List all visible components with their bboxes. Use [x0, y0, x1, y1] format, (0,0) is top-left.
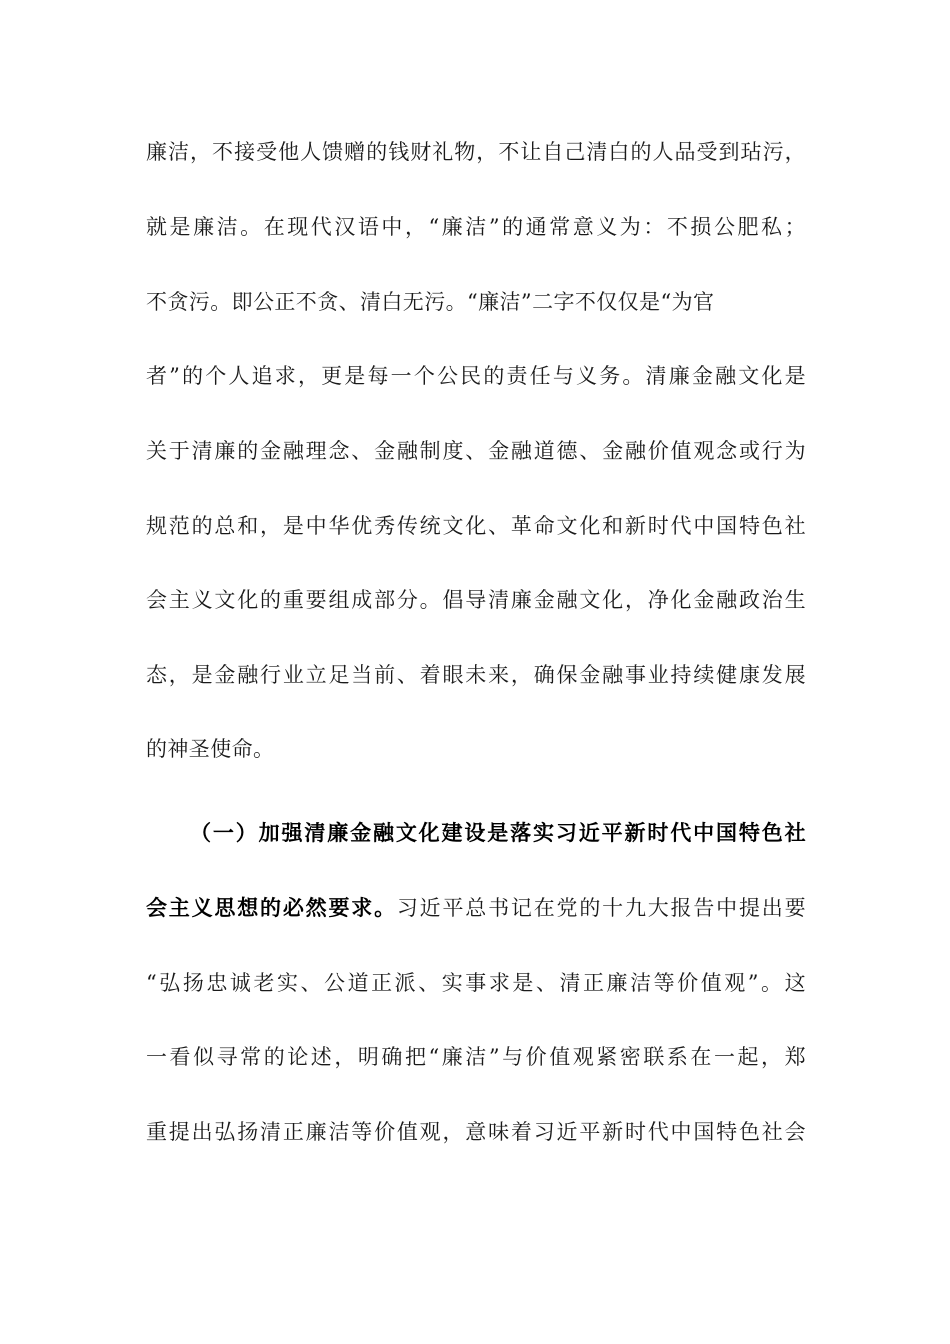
- paragraph-line: 就是廉洁。在现代汉语中，“廉洁”的通常意义为：不损公肥私；: [146, 215, 806, 239]
- paragraph-line: “弘扬忠诚老实、公道正派、实事求是、清正廉洁等价值观”。这: [146, 971, 806, 995]
- paragraph-line: 者”的个人追求，更是每一个公民的责任与义务。清廉金融文化是: [146, 364, 806, 388]
- paragraph-text: 习近平总书记在党的十九大报告中提出要: [396, 896, 806, 920]
- paragraph-line: 规范的总和，是中华优秀传统文化、革命文化和新时代中国特色社: [146, 514, 806, 538]
- paragraph-line: 关于清廉的金融理念、金融制度、金融道德、金融价值观念或行为: [146, 439, 806, 463]
- paragraph-line: 重提出弘扬清正廉洁等价值观，意味着习近平新时代中国特色社会: [146, 1120, 806, 1144]
- section-heading: （一）加强清廉金融文化建设是落实习近平新时代中国特色社: [190, 820, 806, 845]
- paragraph-line: 一看似寻常的论述，明确把“廉洁”与价值观紧密联系在一起，郑: [146, 1045, 806, 1069]
- paragraph-line: 的神圣使命。: [146, 737, 275, 761]
- paragraph-line: 态，是金融行业立足当前、着眼未来，确保金融事业持续健康发展: [146, 663, 806, 687]
- paragraph-line-mixed: [146, 888, 806, 928]
- paragraph-line: 会主义文化的重要组成部分。倡导清廉金融文化，净化金融政治生: [146, 588, 806, 612]
- paragraph-line: 廉洁，不接受他人馈赠的钱财礼物，不让自己清白的人品受到玷污，: [146, 140, 806, 164]
- section-heading-continued: 会主义思想的必然要求。: [146, 895, 397, 920]
- paragraph-line: 不贪污。即公正不贪、清白无污。“廉洁”二字不仅仅是“为官: [146, 290, 715, 314]
